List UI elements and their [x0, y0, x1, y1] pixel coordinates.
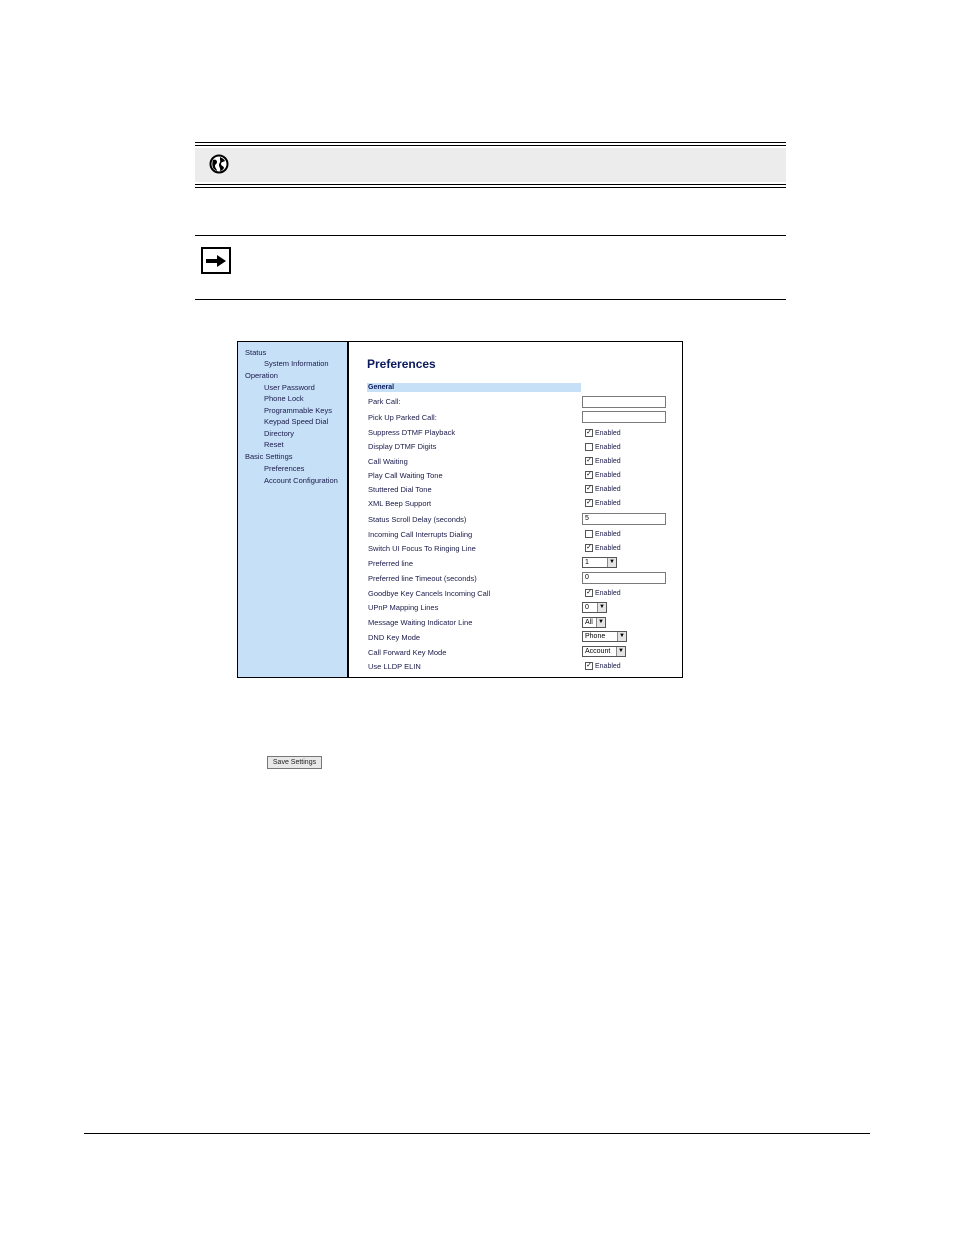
sidebar-item-status[interactable]: Status — [245, 348, 267, 357]
sidebar-item-operation[interactable]: Operation — [245, 371, 278, 380]
call-forward-key-mode-value: Account — [585, 648, 611, 655]
park-call-input[interactable] — [582, 396, 666, 408]
play-call-waiting-tone-label: Play Call Waiting Tone — [368, 471, 443, 480]
sidebar-item-reset[interactable]: Reset — [264, 440, 284, 449]
incoming-call-interrupts-dialing-label: Incoming Call Interrupts Dialing — [368, 530, 473, 539]
enabled-label: Enabled — [595, 486, 621, 493]
enabled-label: Enabled — [595, 500, 621, 507]
page-title: Preferences — [367, 357, 436, 371]
sidebar-item-user-password[interactable]: User Password — [264, 383, 315, 392]
message-waiting-indicator-line-value: All — [585, 619, 593, 626]
preferred-line-select[interactable] — [582, 557, 617, 568]
footer-divider — [84, 1133, 870, 1134]
chevron-down-icon: ▼ — [607, 558, 616, 567]
goodbye-key-cancels-checkbox[interactable]: ✓ — [586, 589, 592, 596]
call-waiting-label: Call Waiting — [368, 457, 408, 466]
preferred-line-value: 1 — [585, 559, 589, 566]
sidebar-item-directory[interactable]: Directory — [264, 429, 295, 438]
dnd-key-mode-value: Phone — [585, 633, 606, 640]
arrow-right-icon — [201, 247, 231, 274]
upnp-mapping-lines-value: 0 — [585, 604, 589, 611]
enabled-label: Enabled — [595, 545, 621, 552]
sidebar-item-programmable-keys[interactable]: Programmable Keys — [264, 406, 332, 415]
use-lldp-elin-label: Use LLDP ELIN — [368, 662, 421, 671]
sidebar-item-basic-settings[interactable]: Basic Settings — [245, 452, 293, 461]
message-waiting-indicator-line-label: Message Waiting Indicator Line — [368, 618, 473, 627]
enabled-label: Enabled — [595, 531, 621, 538]
call-forward-key-mode-select[interactable] — [582, 646, 626, 657]
save-settings-button[interactable]: Save Settings — [267, 756, 322, 769]
note-callout — [195, 235, 786, 300]
park-call-label: Park Call: — [368, 397, 401, 406]
switch-ui-focus-checkbox[interactable]: ✓ — [586, 544, 592, 551]
chevron-down-icon: ▼ — [596, 618, 605, 627]
chevron-down-icon: ▼ — [597, 603, 606, 612]
status-scroll-delay-label: Status Scroll Delay (seconds) — [368, 515, 467, 524]
message-waiting-indicator-line-select[interactable] — [582, 617, 606, 628]
use-lldp-elin-checkbox[interactable]: ✓ — [586, 662, 592, 669]
call-forward-key-mode-label: Call Forward Key Mode — [368, 648, 447, 657]
sidebar-item-keypad-speed-dial[interactable]: Keypad Speed Dial — [264, 417, 329, 426]
enabled-label: Enabled — [595, 472, 621, 479]
chevron-down-icon: ▼ — [616, 647, 625, 656]
enabled-label: Enabled — [595, 444, 621, 451]
xml-beep-support-checkbox[interactable]: ✓ — [586, 499, 592, 506]
section-header: General — [368, 384, 395, 391]
stuttered-dial-tone-checkbox[interactable]: ✓ — [586, 485, 592, 492]
upnp-mapping-lines-select[interactable] — [582, 602, 607, 613]
status-scroll-delay-input[interactable]: 5 — [582, 513, 666, 525]
webui-callout — [195, 142, 786, 188]
suppress-dtmf-playback-label: Suppress DTMF Playback — [368, 428, 456, 437]
preferences-screenshot — [237, 341, 683, 678]
enabled-label: Enabled — [595, 590, 621, 597]
display-dtmf-digits-label: Display DTMF Digits — [368, 442, 437, 451]
suppress-dtmf-playback-checkbox[interactable]: ✓ — [586, 429, 592, 436]
dnd-key-mode-label: DND Key Mode — [368, 633, 421, 642]
pick-up-parked-call-label: Pick Up Parked Call: — [368, 413, 437, 422]
enabled-label: Enabled — [595, 458, 621, 465]
call-waiting-checkbox[interactable]: ✓ — [586, 457, 592, 464]
upnp-mapping-lines-label: UPnP Mapping Lines — [368, 603, 439, 612]
sidebar-item-preferences[interactable]: Preferences — [264, 464, 305, 473]
stuttered-dial-tone-label: Stuttered Dial Tone — [368, 485, 432, 494]
xml-beep-support-label: XML Beep Support — [368, 499, 432, 508]
preferred-line-timeout-label: Preferred line Timeout (seconds) — [368, 574, 477, 583]
chevron-down-icon: ▼ — [617, 632, 626, 641]
goodbye-key-cancels-label: Goodbye Key Cancels Incoming Call — [368, 589, 491, 598]
dnd-key-mode-select[interactable] — [582, 631, 627, 642]
globe-icon — [209, 154, 229, 174]
enabled-label: Enabled — [595, 430, 621, 437]
section-header-bar — [367, 383, 581, 392]
enabled-label: Enabled — [595, 663, 621, 670]
sidebar-item-system-information[interactable]: System Information — [264, 359, 329, 368]
sidebar-item-account-configuration[interactable]: Account Configuration — [264, 476, 338, 485]
sidebar-item-phone-lock[interactable]: Phone Lock — [264, 394, 304, 403]
play-call-waiting-tone-checkbox[interactable]: ✓ — [586, 471, 592, 478]
preferred-line-timeout-input[interactable]: 0 — [582, 572, 666, 584]
preferred-line-label: Preferred line — [368, 559, 414, 568]
incoming-call-interrupts-dialing-checkbox[interactable] — [585, 530, 593, 538]
display-dtmf-digits-checkbox[interactable] — [585, 443, 593, 451]
sidebar — [238, 342, 349, 677]
switch-ui-focus-label: Switch UI Focus To Ringing Line — [368, 544, 476, 553]
pick-up-parked-call-input[interactable] — [582, 411, 666, 423]
